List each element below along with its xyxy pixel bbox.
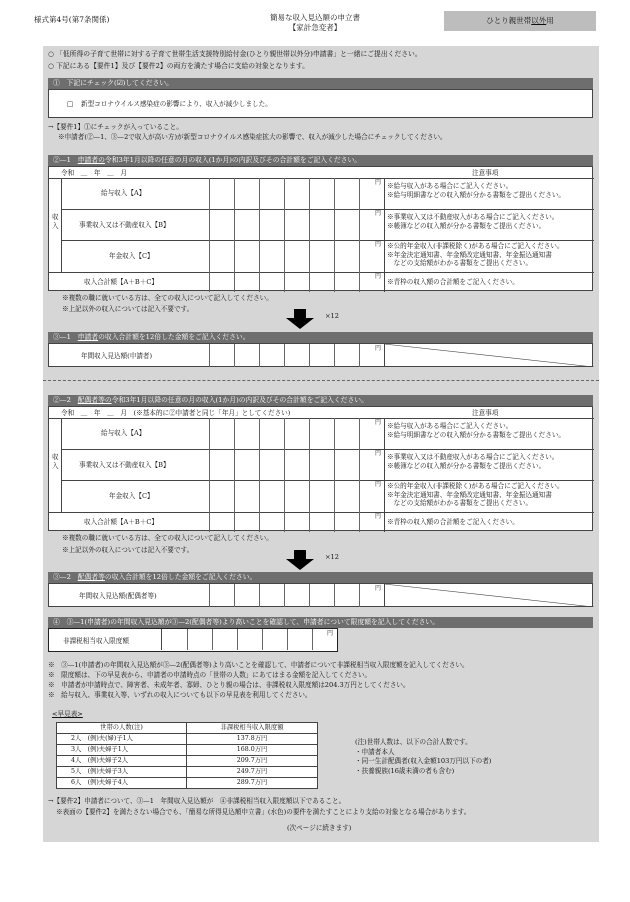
notes-header: 注意事項 [472,409,499,417]
section-2-2-header [48,395,593,406]
continued-next-page: (次ページに続きます) [287,824,352,832]
yen-unit: 円 [374,513,381,520]
section-4-row [48,628,338,652]
crossed-cell [384,584,594,607]
form-title-sub: 【家計急変者】 [288,23,342,33]
badge-text: ひとり親世帯 [486,16,532,25]
table-cell: 5人 (例)夫婦子3人 [57,767,187,778]
yen-unit: 円 [374,345,381,352]
covid-checkbox[interactable]: □ [67,100,74,108]
table-cell: 137.8万円 [187,734,318,745]
section-1-header: ① 下記にチェック(☑)してください。 [48,78,593,89]
table-cell: 2人 (例)夫(婦)子1人 [57,734,187,745]
spouse-salary-input[interactable] [209,418,384,449]
salary-income-input[interactable] [209,178,384,209]
date-field[interactable]: 令和 ＿ 年 ＿ 月 [61,169,127,177]
footnote-line: ・申請者本人 [355,747,395,756]
table-cell: 209.7万円 [187,756,318,767]
section-2-2-table [48,406,593,531]
table-row [57,767,318,778]
spouse-business-label: 事業収入又は不動産収入【B】 [79,461,170,469]
intro-line-2: ○ 下記にある【要件1】及び【要件2】の両方を満たす場合に支給の対象となります。 [48,62,309,70]
spouse-other-income-note: ※上記以外の収入については記入不要です。 [62,546,194,554]
spouse-business-notes: ※事業収入又は不動産収入がある場合にご記入ください。 ※帳簿などの収入額が分かる書類をご提出ください。 [387,453,559,470]
footnote-line: ・扶養親族(16歳未満の者も含む) [355,766,455,775]
yen-unit: 円 [374,419,381,426]
hdr-underline: 配偶者等の [77,396,112,404]
income-side-label: 収入 [52,213,59,230]
tax-exempt-limit-label: 非課税相当収入限度額 [63,637,129,645]
requirement-1: →【要件1】①にチェックが入っていること。 [48,123,183,131]
section-divider [43,380,599,381]
spouse-salary-label: 給与収入【A】 [101,429,146,437]
pension-income-input[interactable] [209,240,384,272]
date-field-spouse[interactable]: 令和 ＿ 年 ＿ 月 (※基本的に②申請者と同じ「年月」としてください) [61,409,291,417]
yen-unit: 円 [374,179,381,186]
footnote-line: ・同一生計配偶者(収入金額103万円以下の者) [355,757,492,766]
annual-income-applicant-label: 年間収入見込額(申請者) [81,352,153,360]
quick-reference-table [56,722,318,789]
section-3-2-header [48,572,593,583]
multiply-12-label: ×12 [325,312,339,320]
spouse-pension-label: 年金収入【C】 [109,492,154,500]
requirement-2: →【要件2】申請者について、③—1 年間収入見込額が ④非課税相当収入限度額以下であること。 [48,797,346,805]
total-income-label: 収入合計額【A＋B＋C】 [84,278,158,286]
hdr-prefix: ②—1 [53,156,78,164]
yen-unit: 円 [326,630,333,637]
hdr-text: 令和3年1月以降の任意の月の収入(1か月)の内訳及びその合計額をご記入ください。 [111,396,368,404]
limit-note-3: ※ 申請者が申請時点で、障害者、未成年者、寡婦、ひとり親の場合は、非課税収入限度額は204.3万円としてください。 [48,681,410,689]
tax-exempt-limit-input[interactable] [161,629,336,650]
badge-text-suffix: 用 [546,16,554,25]
household-type-badge [444,11,596,31]
yen-unit: 円 [374,450,381,457]
spouse-multiple-jobs-note: ※複数の職に就いている方は、全ての収入について記入してください。 [62,534,273,542]
intro-line-1: ○ 「低所得の子育て世帯に対する子育て世帯生活支援特別給付金(ひとり親世帯以外分)申請書」と一緒にご提出ください。 [48,50,422,58]
table-cell: 4人 (例)夫婦子2人 [57,756,187,767]
section-3-1-header [48,332,593,343]
spouse-business-input[interactable] [209,449,384,480]
table-cell: 3人 (例)夫婦子1人 [57,745,187,756]
table-cell: 249.7万円 [187,767,318,778]
spouse-total-input[interactable] [209,512,384,532]
yen-unit: 円 [374,241,381,248]
pension-notes: ※公的年金収入(非課税除く)がある場合にご記入ください。 ※年金決定通知書、年金額改定通知書、年金振込通知書 などの支給額がわかる書類をご提出ください。 [387,242,564,268]
business-income-label: 事業収入又は不動産収入【B】 [79,221,170,229]
spouse-pension-input[interactable] [209,480,384,512]
yen-unit: 円 [374,210,381,217]
col-limit: 非課税相当収入限度額 [187,723,318,734]
annual-income-spouse-input[interactable] [209,584,384,607]
table-cell: 168.0万円 [187,745,318,756]
section-1-box [48,89,593,118]
hdr-prefix: ③—1 [53,333,78,341]
income-side-label: 収入 [52,453,59,470]
table-row [57,745,318,756]
hdr-prefix: ②—2 [53,396,78,404]
requirement-2-note: ※表面の【要件2】を満たさない場合でも、「簡易な所得見込額申立書」(水色)の要件を満たすことにより支給の対象となる場合があります。 [56,808,471,816]
pension-income-label: 年金収入【C】 [109,252,154,260]
total-notes: ※青枠の収入額の合計額をご記入ください。 [387,278,519,286]
badge-text-underline: 以外 [531,16,547,25]
table-row [57,734,318,745]
hdr-text: の収入合計額を12倍した金額をご記入ください。 [104,573,257,581]
spouse-pension-notes: ※公的年金収入(非課税除く)がある場合にご記入ください。 ※年金決定通知書、年金額改定通知書、年金振込通知書 などの支給額がわかる書類をご提出ください。 [387,482,564,508]
household-footnote [355,738,491,776]
quick-table-title: <早見表> [52,710,83,718]
limit-note-4: ※ 給与収入、事業収入等、いずれの収入についても以下の早見表を利用してください。 [48,691,312,699]
section-4-header: ④ ③—1(申請者)の年間収入見込額が③—2(配偶者等)より高いことを確認して、申請者について限度額を記入してください。 [48,617,593,628]
yen-unit: 円 [374,585,381,592]
table-row [57,756,318,767]
multiple-jobs-note: ※複数の職に就いている方は、全ての収入について記入してください。 [62,294,273,302]
salary-income-label: 給与収入【A】 [101,189,146,197]
total-income-input[interactable] [209,272,384,292]
limit-note-2: ※ 限度額は、下の早見表から、申請者の申請時点の「世帯の人数」にあてはまる金額を記入してください。 [48,671,372,679]
hdr-prefix: ③—2 [53,573,78,581]
table-header-row [57,723,318,734]
other-income-note: ※上記以外の収入については記入不要です。 [62,305,194,313]
limit-note-1: ※ ③—1(申請者)の年間収入見込額が③—2(配偶者等)より高いことを確認して、申請者について非課税相当収入限度額を記入してください。 [48,661,469,669]
table-row [57,778,318,789]
spouse-total-label: 収入合計額【A＋B＋C】 [84,518,158,526]
multiply-12-label: ×12 [325,553,339,561]
down-arrow-icon [286,318,314,329]
annual-income-applicant-input[interactable] [209,344,384,367]
crossed-cell [384,344,594,367]
col-household-size: 世帯の人数(注) [57,723,187,734]
spouse-salary-notes: ※給与収入がある場合にご記入ください。 ※給与明細書などの収入額が分かる書類をご提出ください。 [387,422,566,439]
annual-income-spouse-label: 年間収入見込額(配偶者等) [79,592,157,600]
salary-notes: ※給与収入がある場合にご記入ください。 ※給与明細書などの収入額が分かる書類をご提出ください。 [387,182,566,199]
hdr-underline: 申請者の [77,156,105,164]
hdr-underline: 配偶者等 [77,573,105,581]
form-number: 様式第4号(第7条関係) [34,15,110,24]
business-notes: ※事業収入又は不動産収入がある場合にご記入ください。 ※帳簿などの収入額が分かる書類をご提出ください。 [387,213,559,230]
table-cell: 289.7万円 [187,778,318,789]
table-cell: 6人 (例)夫婦子4人 [57,778,187,789]
notes-header: 注意事項 [472,169,499,177]
hdr-underline: 申請者 [77,333,99,341]
section-2-1-header [48,155,593,166]
hdr-text: 令和3年1月以降の任意の月の収入(1か月)の内訳及びその合計額をご記入ください。 [104,156,362,164]
covid-checkbox-label: 新型コロナウイルス感染症の影響により、収入が減少しました。 [81,100,272,108]
form-title-main: 簡易な収入見込額の申立書 [270,13,360,22]
business-income-input[interactable] [209,209,384,240]
footnote-line: (注)世帯人数は、以下の合計人数です。 [355,738,472,746]
yen-unit: 円 [374,273,381,280]
section-2-1-table [48,166,593,291]
form-title [225,13,405,33]
yen-unit: 円 [374,481,381,488]
section-3-2-row [48,583,593,607]
hdr-text: の収入合計額を12倍した金額をご記入ください。 [98,333,250,341]
spouse-total-notes: ※青枠の収入額の合計額をご記入ください。 [387,518,519,526]
section-3-1-row [48,343,593,367]
requirement-1-note: ※申請者(②—1、③—2で収入が高い方)が新型コロナウイルス感染症拡大の影響で、収入が減少した場合にチェックしてください。 [58,133,447,141]
down-arrow-icon [286,559,314,570]
